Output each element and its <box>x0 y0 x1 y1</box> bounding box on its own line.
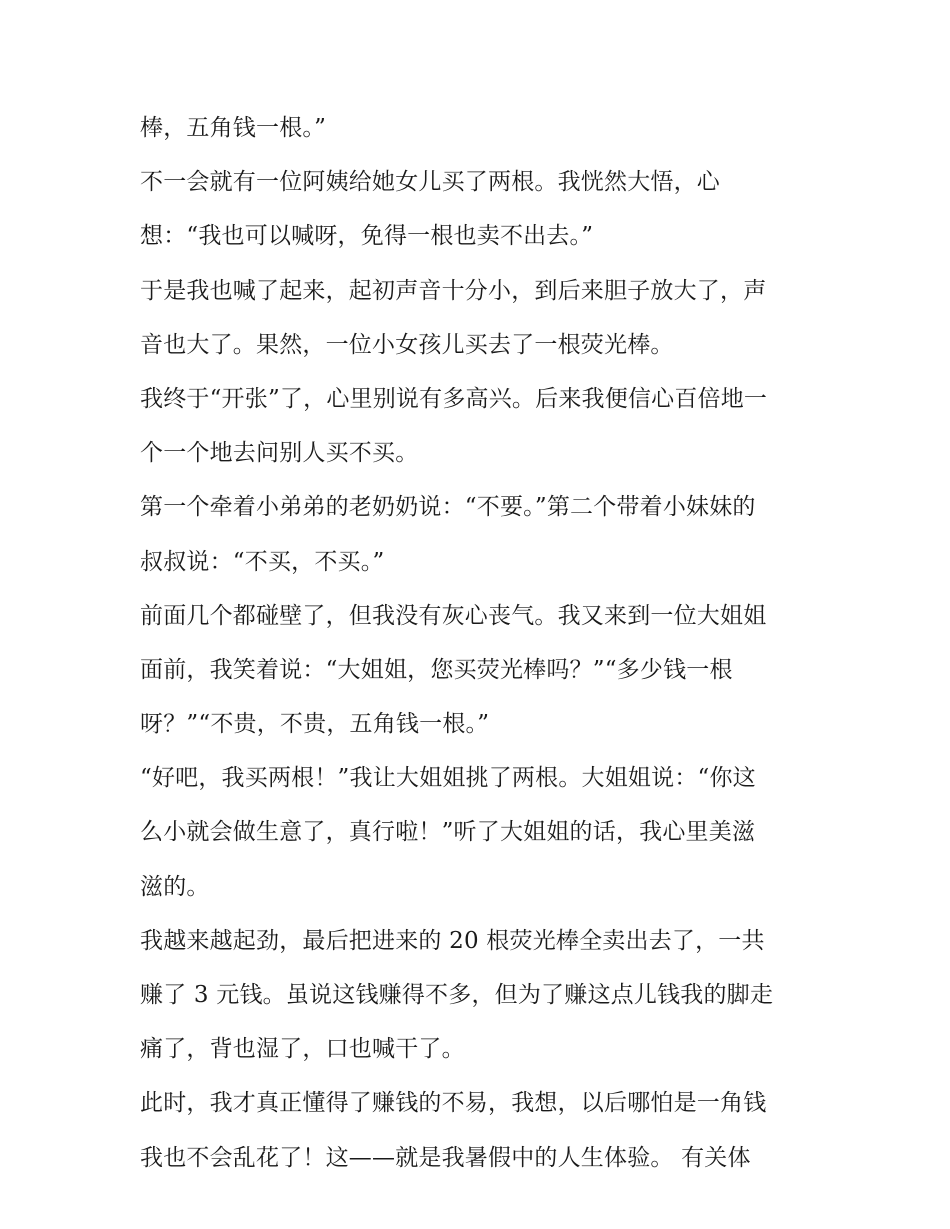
body-text <box>140 108 820 1192</box>
text-line: 我越来越起劲，最后把进来的 20 根荧光棒全卖出去了，一共 <box>140 927 765 954</box>
text-line: 呀？”“不贵，不贵，五角钱一根。” <box>140 711 490 738</box>
text-line: 么小就会做生意了，真行啦！”听了大姐姐的话，我心里美滋 <box>140 819 756 846</box>
text-line: 棒，五角钱一根。” <box>140 115 327 141</box>
text-line: 个一个地去问别人买不买。 <box>140 440 419 467</box>
text-line: 前面几个都碰壁了，但我没有灰心丧气。我又来到一位大姐姐 <box>140 602 767 629</box>
text-line: 此时，我才真正懂得了赚钱的不易，我想，以后哪怕是一角钱 <box>140 1090 767 1117</box>
text-line: 赚了 3 元钱。虽说这钱赚得不多，但为了赚这点儿钱我的脚走 <box>140 982 774 1008</box>
text-line: 叔叔说：“不买，不买。” <box>140 548 385 575</box>
text-line: 我终于“开张”了，心里别说有多高兴。后来我便信心百倍地一 <box>140 385 768 412</box>
text-line: 痛了，背也湿了，口也喊干了。 <box>140 1036 465 1063</box>
text-line: 于是我也喊了起来，起初声音十分小，到后来胆子放大了，声 <box>140 277 767 304</box>
text-line: “好吧，我买两根！”我让大姐姐挑了两根。大姐姐说：“你这 <box>140 765 756 792</box>
text-line: 我也不会乱花了！这——就是我暑假中的人生体验。 有关体 <box>140 1144 751 1171</box>
text-line: 想：“我也可以喊呀，免得一根也卖不出去。” <box>140 223 594 250</box>
text-line: 不一会就有一位阿姨给她女儿买了两根。我恍然大悟，心 <box>140 169 720 196</box>
text-line: 音也大了。果然，一位小女孩儿买去了一根荧光棒。 <box>140 331 674 358</box>
text-line: 滋的。 <box>140 873 210 900</box>
text-line: 面前，我笑着说：“大姐姐，您买荧光棒吗？”“多少钱一根 <box>140 656 733 683</box>
text-line: 第一个牵着小弟弟的老奶奶说：“不要。”第二个带着小妹妹的 <box>140 494 756 521</box>
